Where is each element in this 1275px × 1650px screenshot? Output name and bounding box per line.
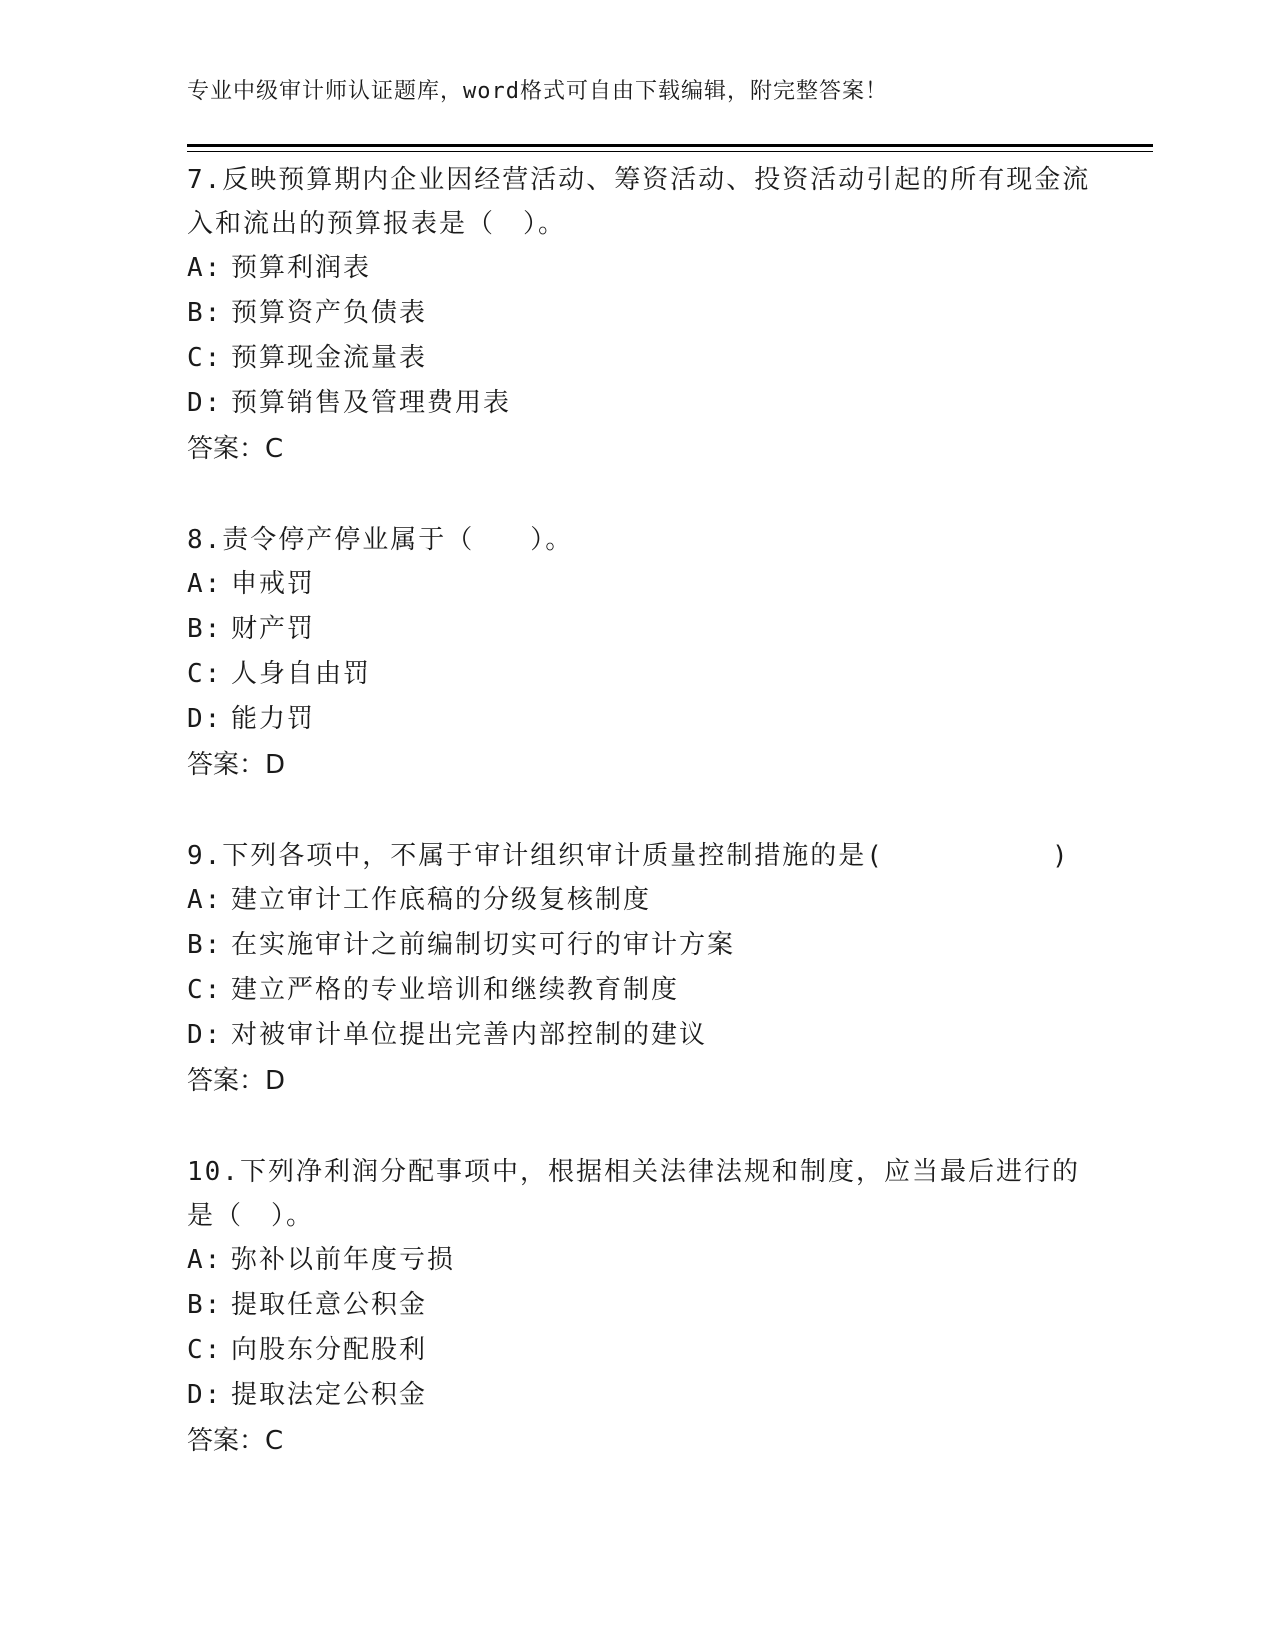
- question-10: [187, 1150, 1107, 1464]
- option-letter: B:: [187, 614, 223, 644]
- answer-line: 答案：C: [187, 434, 284, 464]
- option-b: [187, 923, 1107, 968]
- option-b: [187, 1283, 1107, 1328]
- option-letter: C:: [187, 975, 223, 1005]
- answer-line: 答案：C: [187, 1426, 284, 1456]
- question-list: [187, 158, 1107, 1510]
- option-text: 建立严格的专业培训和继续教育制度: [231, 975, 680, 1005]
- question-stem: 8.责令停产停业属于（ ）。: [187, 525, 574, 555]
- option-letter: D:: [187, 388, 223, 418]
- option-letter: D:: [187, 1380, 223, 1410]
- option-text: 预算现金流量表: [231, 343, 428, 373]
- question-9: [187, 834, 1107, 1104]
- option-text: 提取任意公积金: [231, 1290, 428, 1320]
- option-a: [187, 562, 1107, 607]
- option-text: 向股东分配股利: [231, 1335, 428, 1365]
- option-c: [187, 336, 1107, 381]
- option-text: 在实施审计之前编制切实可行的审计方案: [231, 930, 736, 960]
- option-letter: B:: [187, 930, 223, 960]
- answer-line: 答案：D: [187, 1066, 286, 1096]
- option-text: 能力罚: [231, 704, 316, 734]
- option-d: [187, 697, 1107, 742]
- answer-line: 答案：D: [187, 750, 286, 780]
- option-text: 建立审计工作底稿的分级复核制度: [231, 885, 652, 915]
- header-rule-thin: [187, 151, 1153, 152]
- header-rule-thick: [187, 144, 1153, 147]
- question-8: [187, 518, 1107, 788]
- option-text: 申戒罚: [231, 569, 316, 599]
- option-text: 弥补以前年度亏损: [231, 1245, 456, 1275]
- option-letter: A:: [187, 1245, 223, 1275]
- option-letter: C:: [187, 659, 223, 689]
- option-text: 预算资产负债表: [231, 298, 428, 328]
- option-text: 预算利润表: [231, 253, 372, 283]
- option-letter: D:: [187, 704, 223, 734]
- option-letter: A:: [187, 569, 223, 599]
- option-b: [187, 291, 1107, 336]
- option-d: [187, 1013, 1107, 1058]
- option-text: 提取法定公积金: [231, 1380, 428, 1410]
- option-a: [187, 246, 1107, 291]
- option-text: 人身自由罚: [231, 659, 372, 689]
- option-c: [187, 1328, 1107, 1373]
- option-d: [187, 381, 1107, 426]
- option-b: [187, 607, 1107, 652]
- option-letter: A:: [187, 253, 223, 283]
- option-text: 对被审计单位提出完善内部控制的建议: [231, 1020, 708, 1050]
- option-letter: A:: [187, 885, 223, 915]
- option-letter: D:: [187, 1020, 223, 1050]
- option-c: [187, 968, 1107, 1013]
- option-c: [187, 652, 1107, 697]
- option-letter: C:: [187, 343, 223, 373]
- option-letter: B:: [187, 298, 223, 328]
- question-stem: 10.下列净利润分配事项中，根据相关法律法规和制度，应当最后进行的是（ ）。: [187, 1157, 1080, 1231]
- option-text: 预算销售及管理费用表: [231, 388, 512, 418]
- option-a: [187, 1238, 1107, 1283]
- option-d: [187, 1373, 1107, 1418]
- document-header: 专业中级审计师认证题库，word格式可自由下载编辑，附完整答案！: [187, 79, 888, 104]
- question-stem: 7.反映预算期内企业因经营活动、筹资活动、投资活动引起的所有现金流入和流出的预算报表是（ ）。: [187, 165, 1091, 239]
- option-a: [187, 878, 1107, 923]
- option-text: 财产罚: [231, 614, 316, 644]
- option-letter: C:: [187, 1335, 223, 1365]
- question-7: [187, 158, 1107, 472]
- question-stem: 9.下列各项中，不属于审计组织审计质量控制措施的是( ): [187, 841, 1070, 871]
- option-letter: B:: [187, 1290, 223, 1320]
